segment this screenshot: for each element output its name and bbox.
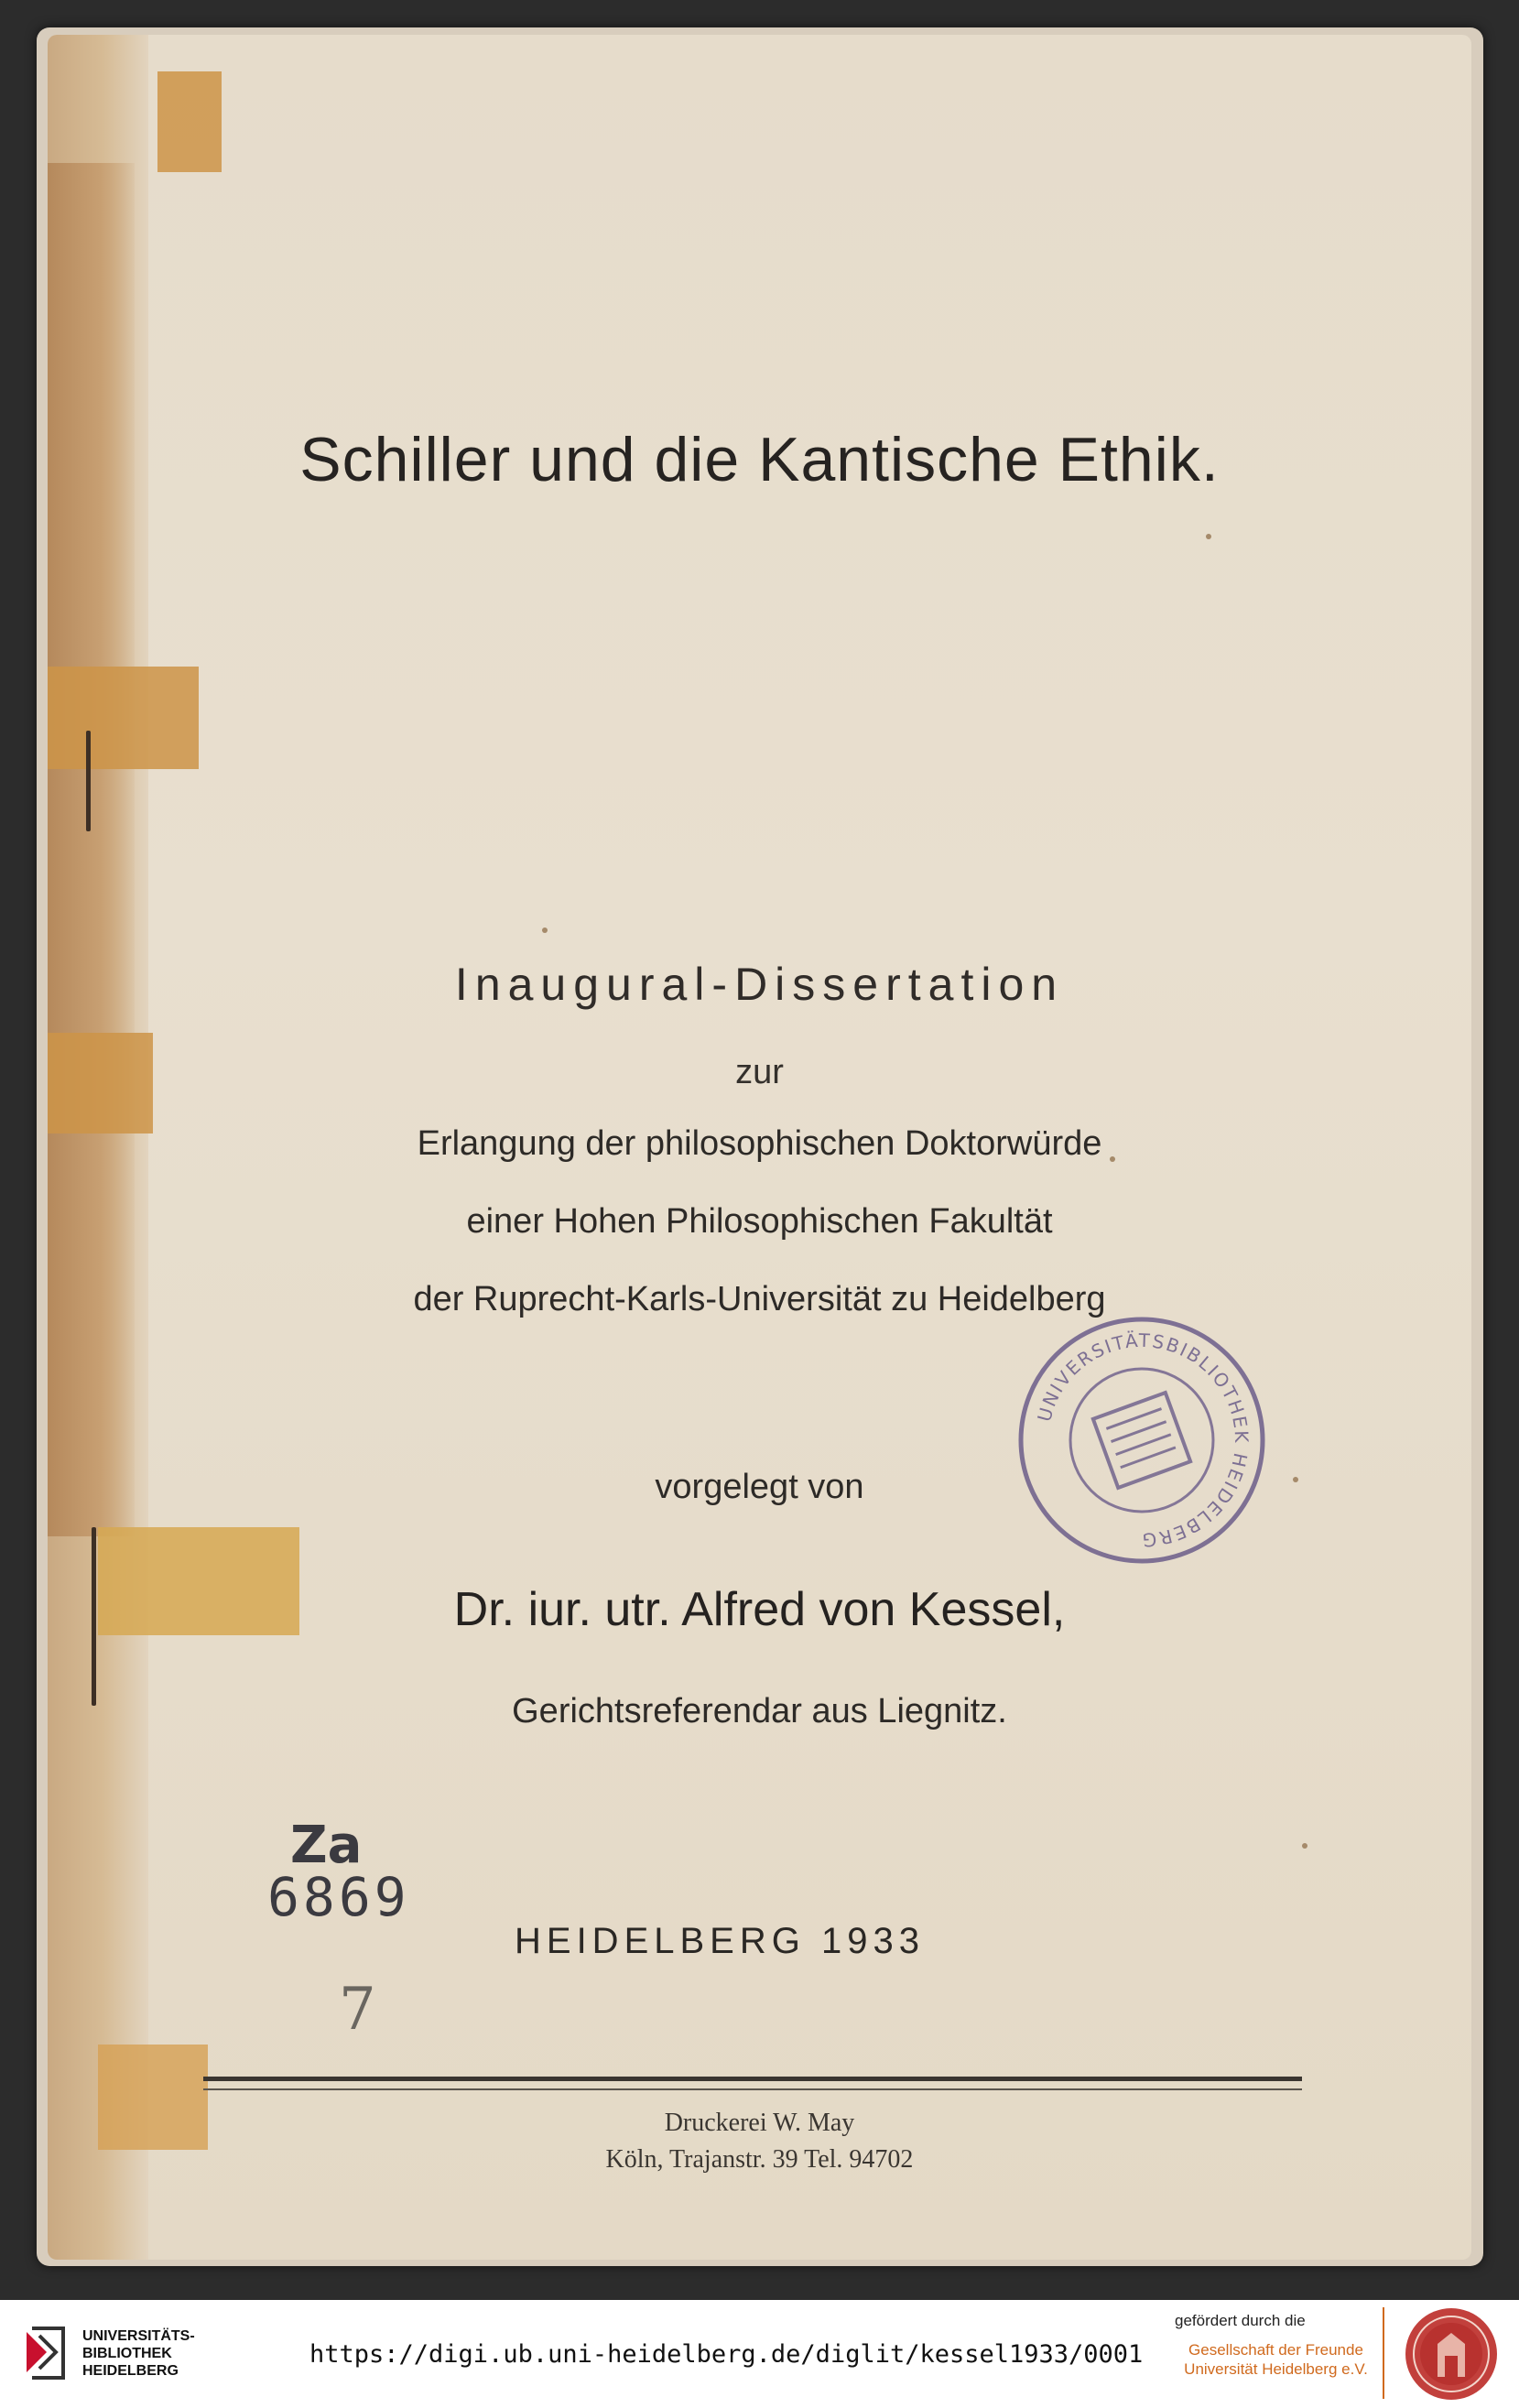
paper-speck bbox=[542, 927, 548, 933]
viewer-footer bbox=[0, 2300, 1519, 2408]
book-title: Schiller und die Kantische Ethik. bbox=[299, 425, 1220, 494]
purpose-line-3: der Ruprecht-Karls-Universität zu Heidelberg bbox=[413, 1280, 1106, 1318]
paper-speck bbox=[1206, 534, 1211, 539]
sponsor-name bbox=[1182, 2340, 1370, 2379]
paper-speck bbox=[1302, 1843, 1307, 1849]
printer-address: Köln, Trajanstr. 39 Tel. 94702 bbox=[605, 2145, 914, 2174]
presented-by: vorgelegt von bbox=[655, 1468, 864, 1506]
binding-stitch bbox=[86, 731, 91, 831]
sponsor-line: Universität Heidelberg e.V. bbox=[1184, 2360, 1368, 2378]
worn-spine-paper bbox=[48, 163, 135, 1536]
library-name-line: HEIDELBERG bbox=[82, 2363, 179, 2379]
zur-text: zur bbox=[735, 1053, 784, 1091]
svg-text:UNIVERSITÄTSBIBLIOTHEK HEIDELB bbox=[1033, 1329, 1253, 1552]
divider-rule bbox=[203, 2088, 1302, 2090]
library-name-line: BIBLIOTHEK bbox=[82, 2346, 172, 2361]
tape-strip bbox=[157, 71, 222, 172]
shelf-mark-number: 6869 bbox=[267, 1866, 410, 1928]
ub-logo-icon bbox=[23, 2325, 71, 2381]
tape-strip bbox=[48, 667, 199, 769]
divider-rule bbox=[203, 2077, 1302, 2081]
pencil-note: 7 bbox=[339, 1976, 376, 2044]
library-name-line: UNIVERSITÄTS- bbox=[82, 2328, 195, 2344]
purpose-line-1: Erlangung der philosophischen Doktorwürde bbox=[417, 1124, 1102, 1163]
purpose-line-2: einer Hohen Philosophischen Fakultät bbox=[466, 1202, 1053, 1241]
library-stamp bbox=[1014, 1312, 1270, 1568]
printer-name: Druckerei W. May bbox=[664, 2109, 855, 2137]
shelf-mark bbox=[267, 1816, 410, 1928]
book-cover bbox=[48, 35, 1471, 2260]
shelf-mark-letters: Za bbox=[290, 1816, 363, 1875]
place-year: HEIDELBERG 1933 bbox=[515, 1921, 925, 1961]
stamp-text: UNIVERSITÄTSBIBLIOTHEK HEIDELBERG bbox=[1033, 1329, 1253, 1552]
sponsor-line: Gesellschaft der Freunde bbox=[1188, 2341, 1363, 2359]
permalink-url[interactable]: https://digi.ub.uni-heidelberg.de/diglit/kessel1933/0001 bbox=[309, 2340, 1144, 2369]
library-name bbox=[82, 2327, 195, 2380]
university-seal-icon bbox=[1401, 2305, 1502, 2403]
author-title: Gerichtsreferendar aus Liegnitz. bbox=[512, 1692, 1007, 1730]
dissertation-heading: Inaugural-Dissertation bbox=[454, 959, 1065, 1010]
footer-divider bbox=[1383, 2307, 1384, 2399]
funded-by-label: gefördert durch die bbox=[1175, 2312, 1306, 2329]
author-name: Dr. iur. utr. Alfred von Kessel, bbox=[453, 1583, 1066, 1636]
